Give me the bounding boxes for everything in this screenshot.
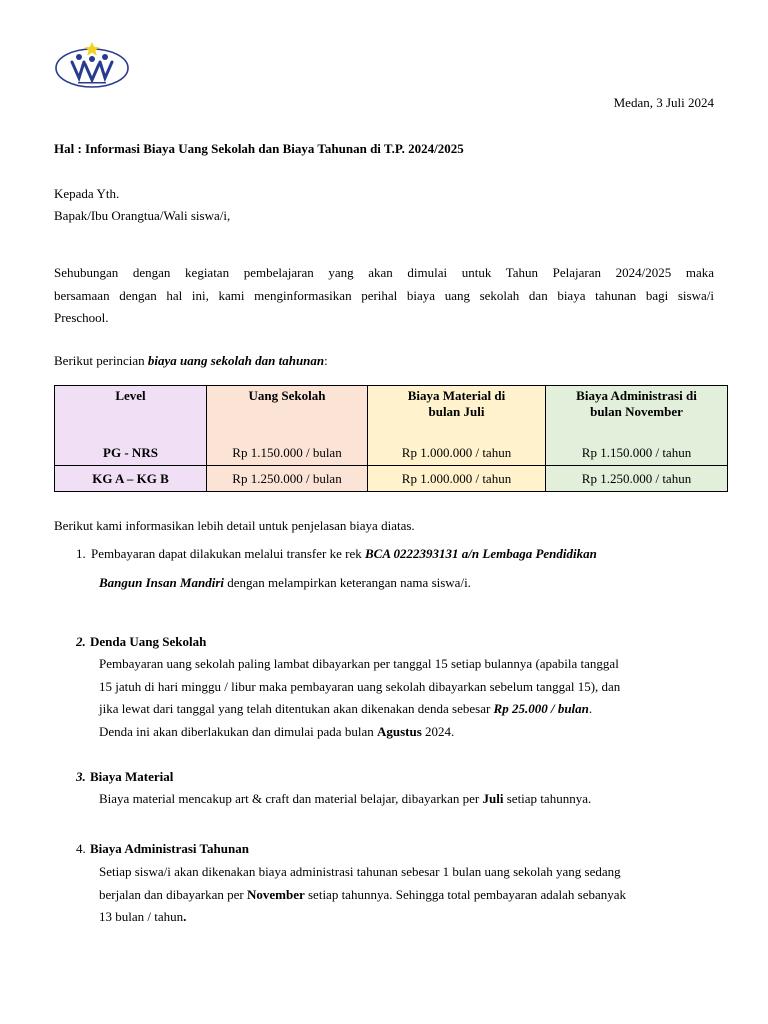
header-level: Level: [55, 386, 207, 441]
table-row: [55, 466, 728, 492]
row-school-fee: Rp 1.250.000 / bulan: [207, 466, 368, 492]
fee-table: [54, 385, 728, 492]
item-3-body: Biaya material mencakup art & craft dan material belajar, dibayarkan per Juli setiap tahunnya.: [99, 791, 592, 806]
fee-table-header: [55, 386, 728, 441]
item-4-body: Setiap siswa/i akan dikenakan biaya administrasi tahunan sebesar 1 bulan uang sekolah yang sedang berjalan dan dibayarkan per November setiap tahunnya. Sehingga total pembayaran adalah sebanyak 13 bulan / tahun.: [99, 864, 627, 924]
item-2-number: 2.: [76, 634, 86, 649]
intro-line-3: Preschool.: [54, 310, 109, 325]
letter-date: Medan, 3 Juli 2024: [613, 95, 714, 110]
item-4-number: 4.: [76, 841, 86, 856]
detail-intro: Berikut kami informasikan lebih detail untuk penjelasan biaya diatas.: [54, 518, 415, 533]
table-intro-emphasis: biaya uang sekolah dan tahunan: [147, 353, 325, 368]
intro-paragraph: [54, 262, 714, 330]
intro-line-1: Sehubungan dengan kegiatan pembelajaran yang akan dimulai untuk Tahun Pelajaran 2024/2025 maka: [54, 265, 714, 280]
row-admin-fee: Rp 1.250.000 / tahun: [546, 466, 728, 492]
item-4-title: Biaya Administrasi Tahunan: [90, 841, 249, 856]
row-material-fee: Rp 1.000.000 / tahun: [368, 440, 546, 466]
recipient-line-1: Kepada Yth.: [54, 186, 120, 201]
header-material-fee: Biaya Material di bulan Juli: [368, 386, 546, 441]
item-2-title: Denda Uang Sekolah: [90, 634, 207, 649]
header-admin-fee: Biaya Administrasi di bulan November: [546, 386, 728, 441]
item-3-title: Biaya Material: [90, 769, 174, 784]
intro-line-2: bersamaan dengan hal ini, kami menginformasikan perihal biaya uang sekolah dan biaya tahunan bagi siswa/i: [54, 287, 714, 303]
school-logo-icon: [54, 40, 130, 90]
bank-account: BCA 0222393131 a/n Lembaga Pendidikan: [364, 546, 597, 561]
row-admin-fee: Rp 1.150.000 / tahun: [546, 440, 728, 466]
letter-subject: Hal : Informasi Biaya Uang Sekolah dan Biaya Tahunan di T.P. 2024/2025: [54, 141, 464, 156]
recipient-line-2: Bapak/Ibu Orangtua/Wali siswa/i,: [54, 208, 231, 223]
account-name: Bangun Insan Mandiri: [99, 575, 225, 590]
item-1-line-1: Pembayaran dapat dilakukan melalui transfer ke rek BCA 0222393131 a/n Lembaga Pendidikan: [91, 546, 597, 561]
row-level: PG - NRS: [55, 440, 207, 466]
item-1-number: 1.: [76, 546, 86, 561]
item-1-line-2: Bangun Insan Mandiri dengan melampirkan keterangan nama siswa/i.: [99, 575, 471, 590]
row-level: KG A – KG B: [55, 466, 207, 492]
table-intro: Berikut perincian biaya uang sekolah dan tahunan:: [54, 353, 328, 368]
row-school-fee: Rp 1.150.000 / bulan: [207, 440, 368, 466]
item-2-body: Pembayaran uang sekolah paling lambat dibayarkan per tanggal 15 setiap bulannya (apabila tanggal 15 jatuh di hari minggu / libur maka pembayaran uang sekolah dibayarkan sebelum tanggal 15), dan jika lewat dari tanggal yang telah ditentukan akan dikenakan denda sebesar Rp 25.000 / bulan. Denda ini akan diberlakukan dan dimulai pada bulan Agustus 2024.: [99, 656, 621, 739]
fine-amount: Rp 25.000 / bulan: [493, 701, 589, 716]
header-school-fee: Uang Sekolah: [207, 386, 368, 441]
row-material-fee: Rp 1.000.000 / tahun: [368, 466, 546, 492]
item-3-number: 3.: [76, 769, 86, 784]
table-row: [55, 440, 728, 466]
